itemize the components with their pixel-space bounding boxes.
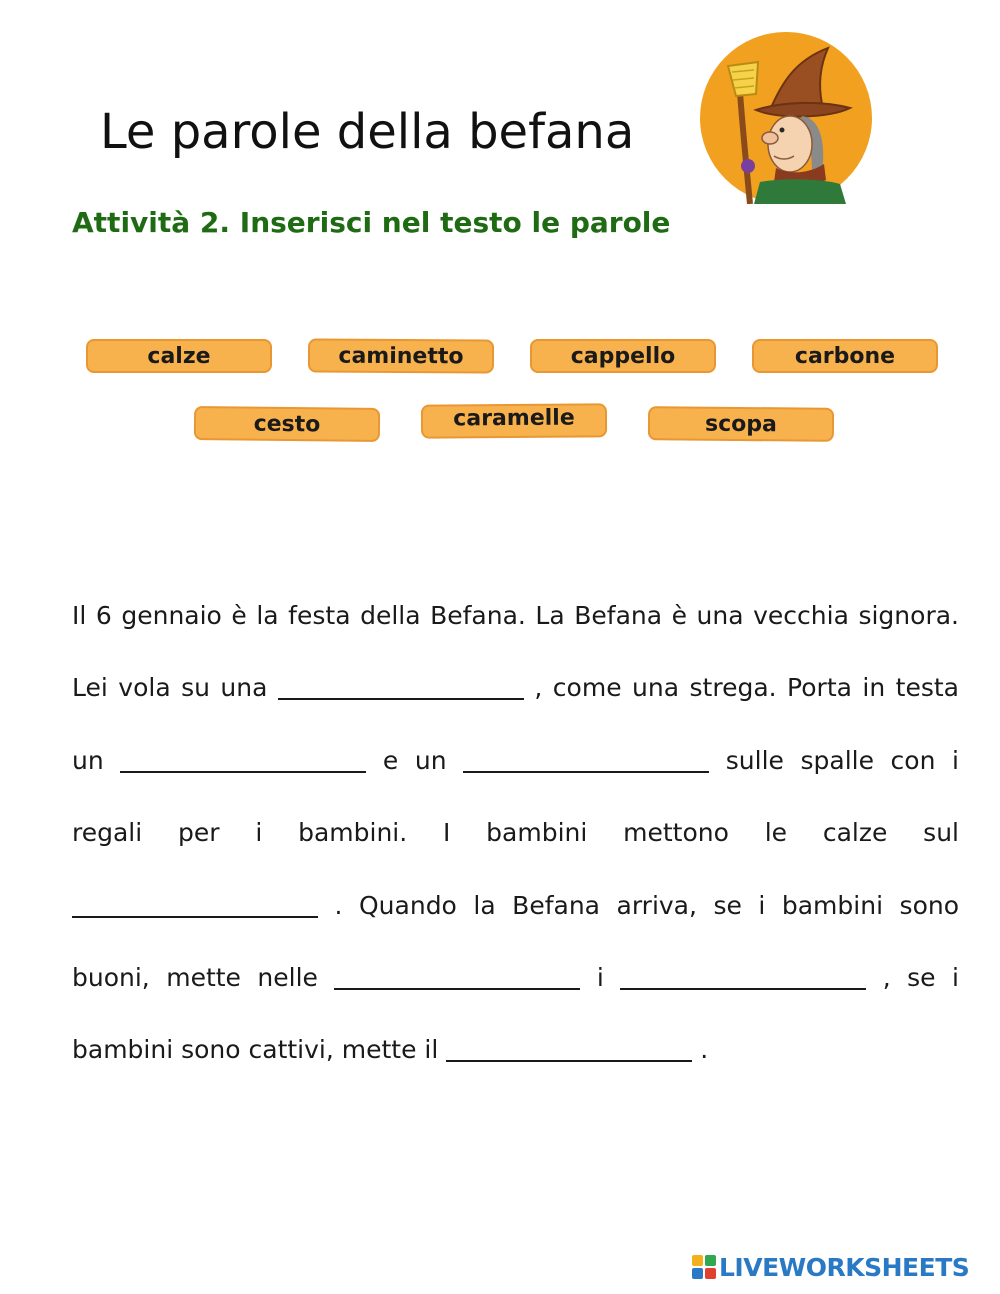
passage-segment: . Quando la Befana arriva, se i bambini sono buoni, mette nelle xyxy=(72,890,960,993)
word-chip-caminetto[interactable]: caminetto xyxy=(308,339,494,374)
word-chip-carbone[interactable]: carbone xyxy=(752,339,938,373)
answer-blank-1[interactable] xyxy=(278,670,524,700)
activity-heading: Attività 2. Inserisci nel testo le parole xyxy=(72,206,671,239)
passage-segment: e un xyxy=(382,745,447,775)
liveworksheets-logo[interactable] xyxy=(692,1250,969,1284)
passage-segment: i xyxy=(596,963,604,993)
answer-blank-5[interactable] xyxy=(334,960,580,990)
word-chip-scopa[interactable]: scopa xyxy=(648,406,834,442)
word-chip-caramelle[interactable]: caramelle xyxy=(421,403,607,438)
answer-blank-2[interactable] xyxy=(120,743,366,773)
logo-text: LIVEWORKSHEETS xyxy=(719,1252,970,1282)
page-title: Le parole della befana xyxy=(100,104,635,160)
passage-segment: sulle spalle con i regali per i bambini. I bambini mettono le calze sul xyxy=(72,745,959,848)
answer-blank-7[interactable] xyxy=(446,1032,692,1062)
word-chip-cesto[interactable]: cesto xyxy=(194,406,380,442)
liveworksheets-logo-icon xyxy=(692,1255,716,1279)
passage-segment: . xyxy=(700,1035,709,1065)
befana-avatar xyxy=(700,32,872,204)
passage-segment: Il 6 gennaio è la festa della Befana. La Befana è una vecchia signora. Lei vola su una xyxy=(72,601,959,703)
passage-segment: , come una strega. Porta in testa un xyxy=(72,673,959,775)
passage-segment: , se i bambini sono cattivi, mette il xyxy=(72,963,959,1065)
word-chip-calze[interactable]: calze xyxy=(86,339,272,373)
passage-text xyxy=(72,580,959,1087)
answer-blank-6[interactable] xyxy=(620,960,866,990)
answer-blank-4[interactable] xyxy=(72,888,318,918)
word-chip-cappello[interactable]: cappello xyxy=(530,339,716,373)
answer-blank-3[interactable] xyxy=(463,743,709,773)
